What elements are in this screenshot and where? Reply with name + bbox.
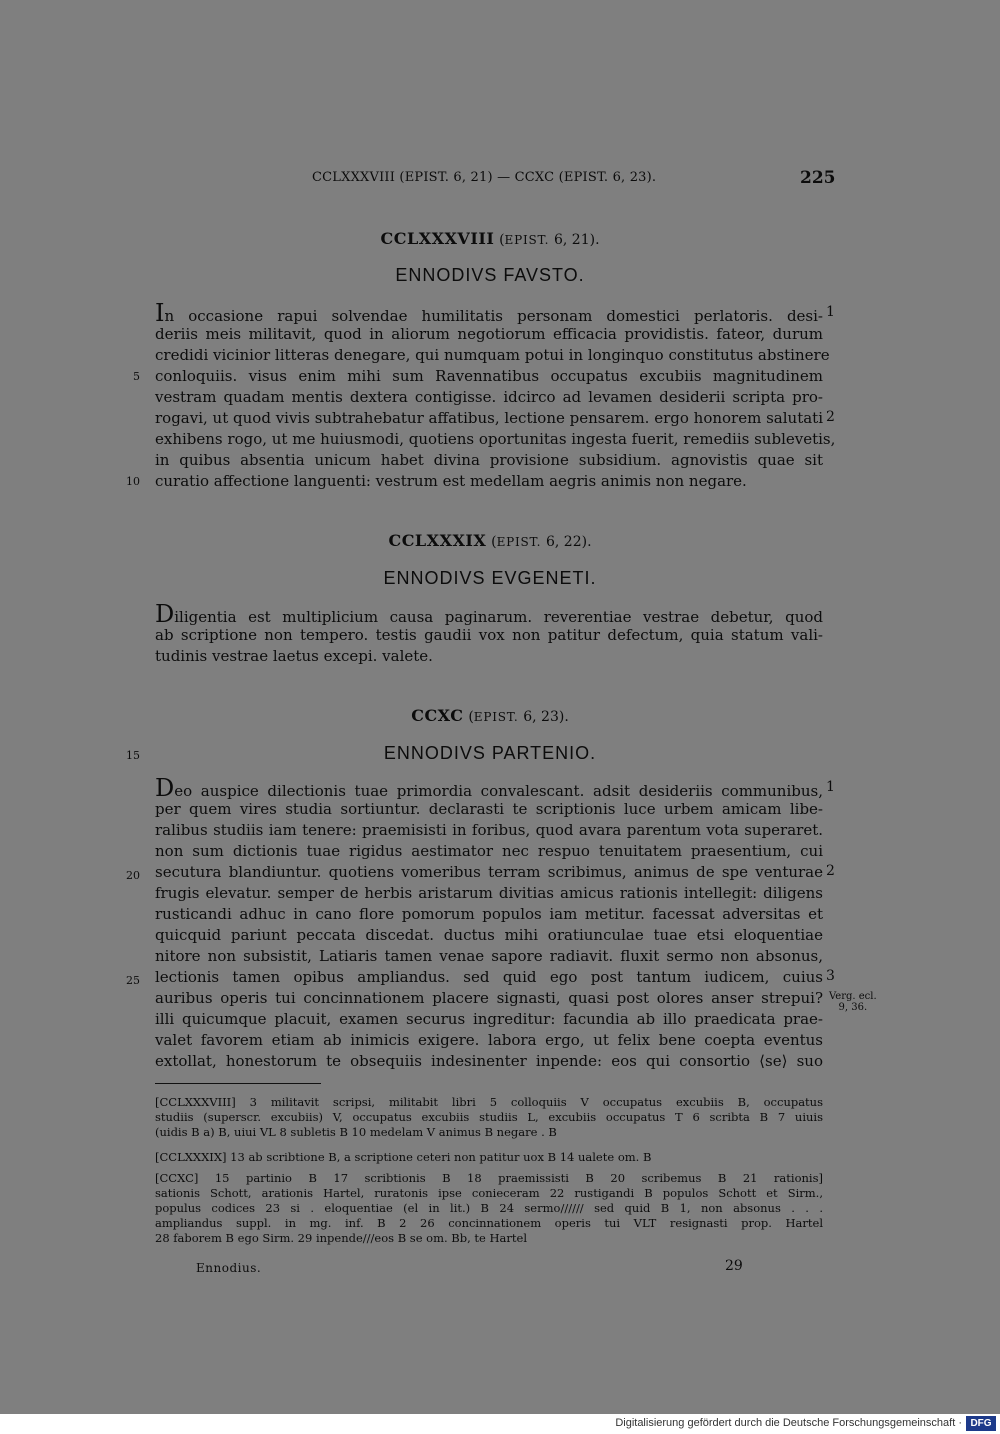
paragraph-number: 1 (826, 779, 835, 795)
letter-body (155, 600, 823, 667)
letter-citation: 6, 22). (546, 534, 592, 550)
text-line: tudinis vestrae laetus excepi. valete. (155, 647, 433, 665)
margin-reference-line: 9, 36. (838, 1002, 868, 1013)
letter-heading: CCLXXXIX (EPIST. 6, 22). (388, 531, 592, 550)
running-head: CCLXXXVIII (EPIST. 6, 21) — CCXC (EPIST. 6, 23). (312, 170, 657, 185)
apparatus-block (155, 1095, 823, 1140)
initial-letter: D (155, 774, 175, 802)
apparatus-line: 28 faborem B ego Sirm. 29 inpende///eos B se om. Bb, te Hartel (155, 1231, 527, 1245)
letter-number: CCLXXXVIII (380, 229, 495, 248)
line-number: 10 (126, 475, 140, 488)
initial-letter: I (155, 299, 165, 327)
apparatus-block (155, 1150, 823, 1165)
credit-text: Digitalisierung gefördert durch die Deutsche Forschungsgemeinschaft · (615, 1417, 962, 1429)
line-number: 20 (126, 869, 140, 882)
text-line: ab scriptione non tempero. testis gaudii vox non patitur defectum, quia statum vali- (155, 626, 823, 644)
text-line: extollat, honestorum te obsequiis indesinenter inpende: eos qui consortio ⟨se⟩ suo (155, 1052, 823, 1070)
text-line: credidi vicinior litteras denegare, qui numquam potui in longinquo constitutus abstinere (155, 346, 830, 364)
apparatus-line: [CCXC] 15 partinio B 17 scribtionis B 18 praemissisti B 20 scribemus B 21 rationis] (155, 1171, 823, 1185)
text-line: exhibens rogo, ut me huiusmodi, quotiens oportunitas ingesta fuerit, remediis sublevetis, (155, 430, 836, 448)
text-line: valet favorem etiam ab inimicis exigere. labora ergo, ut felix bene coepta eventus (155, 1031, 823, 1049)
line-number: 5 (133, 370, 140, 383)
text-line: quicquid pariunt peccata discedat. ductus mihi oratiunculae tuae etsi eloquentiae (155, 926, 823, 944)
footnote-rule (155, 1083, 321, 1084)
paragraph-number: 3 (826, 968, 835, 984)
letter-citation: 6, 21). (553, 232, 600, 248)
text-line: vestram quadam mentis dextera contigisse. idcirco ad levamen desiderii scripta pro- (155, 388, 823, 406)
paragraph-number: 2 (826, 863, 835, 879)
letter-body (155, 774, 823, 1072)
epist-label: EPIST. (473, 710, 519, 724)
text-line: curatio affectione languenti: vestrum est medellam aegris animis non negare. (155, 472, 747, 490)
line-number: 15 (126, 749, 140, 762)
margin-reference-line: Verg. ecl. (829, 991, 877, 1002)
apparatus-line: (uidis B a) B, uiui VL 8 subletis B 10 medelam V animus B negare . B (155, 1125, 557, 1139)
letter-number: CCXC (411, 706, 464, 725)
text-line: ralibus studiis iam tenere: praemisisti in foribus, quod avara parentum vota superaret. (155, 821, 823, 839)
text-line: illi quicumque placuit, examen securus ingreditur: facundia ab illo praedicata prae- (155, 1010, 823, 1028)
text-line: eo auspice dilectionis tuae primordia convalescant. adsit desideriis communibus, (174, 782, 823, 800)
footer-author: Ennodius. (196, 1261, 262, 1275)
apparatus-line: ampliandus suppl. in mg. inf. B 2 26 concinnationem operis tui VLT resignasti prop. Hartel (155, 1216, 823, 1230)
text-line: lectionis tamen opibus ampliandus. sed quid ego post tantum iudicem, cuius (155, 968, 823, 986)
apparatus-line: [CCLXXXVIII] 3 militavit scripsi, militabit libri 5 colloquiis V occupatus excubiis B, occupatus (155, 1095, 823, 1109)
letter-heading: CCXC (EPIST. 6, 23). (411, 706, 569, 725)
epist-label: EPIST. (496, 535, 542, 549)
letter-number: CCLXXXIX (388, 531, 487, 550)
text-line: non sum dictionis tuae rigidus aestimator nec respuo tenuitatem praesentium, cui (155, 842, 823, 860)
margin-reference (829, 991, 877, 1013)
credit-bar (0, 1414, 1000, 1434)
text-line: auribus operis tui concinnationem placere signasti, quasi post olores anser strepui? (155, 989, 823, 1007)
letter-body (155, 299, 836, 492)
signature-mark: 29 (725, 1258, 743, 1274)
text-line: iligentia est multiplicium causa paginarum. reverentiae vestrae debetur, quod (174, 608, 823, 626)
line-number: 25 (126, 974, 140, 987)
text-line: secutura blandiuntur. quotiens vomeribus terram scribimus, animus de spe venturae (155, 863, 823, 881)
text-line: per quem vires studia sortiuntur. declarasti te scriptionis luce urbem amicam libe- (155, 800, 823, 818)
paragraph-number: 2 (826, 409, 835, 425)
dfg-logo-icon: DFG (966, 1416, 996, 1431)
page-number: 225 (800, 168, 836, 188)
text-line: in quibus absentia unicum habet divina provisione subsidium. agnovistis quae sit (155, 451, 823, 469)
apparatus-line: [CCLXXXIX] 13 ab scribtione B, a scriptione ceteri non patitur uox B 14 ualete om. B (155, 1150, 652, 1164)
text-line: rusticandi adhuc in cano flore pomorum populos iam metitur. facessat adversitas et (155, 905, 823, 923)
apparatus-line: sationis Schott, arationis Hartel, ruratonis ipse conieceram 22 rustigandi B populos Schott et Sirm., (155, 1186, 823, 1200)
letter-title: ENNODIVS EVGENETI. (383, 568, 597, 588)
letter-heading: CCLXXXVIII (EPIST. 6, 21). (380, 229, 600, 248)
text-line: rogavi, ut quod vivis subtrahebatur affatibus, lectione pensarem. ergo honorem salutati (155, 409, 823, 427)
epist-label: EPIST. (504, 233, 550, 247)
text-line: frugis elevatur. semper de herbis aristarum divitias amicus rationis intellegit: diligens (155, 884, 823, 902)
letter-title: ENNODIVS FAVSTO. (395, 265, 585, 285)
apparatus-line: populus codices 23 si . eloquentiae (el in lit.) B 24 sermo////// sed quid B 1, non absonus . . . (155, 1201, 823, 1215)
apparatus-line: studiis (superscr. excubiis) V, occupatus excubiis studiis L, excubiis occupatus T 6 scribta B 7 uiuis (155, 1110, 823, 1124)
text-line: n occasione rapui solvendae humilitatis personam domestici perlatoris. desi- (164, 307, 823, 325)
apparatus-block (155, 1171, 823, 1246)
letter-citation: 6, 23). (523, 709, 569, 725)
initial-letter: D (155, 600, 175, 628)
text-line: conloquiis. visus enim mihi sum Ravennatibus occupatus excubiis magnitudinem (155, 367, 823, 385)
paragraph-number: 1 (826, 304, 835, 320)
text-line: deriis meis militavit, quod in aliorum negotiorum efficacia providistis. fateor, durum (155, 325, 823, 343)
letter-title: ENNODIVS PARTENIO. (383, 743, 597, 763)
text-line: nitore non subsistit, Latiaris tamen venae sapore radiavit. fluxit sermo non absonus, (155, 947, 823, 965)
